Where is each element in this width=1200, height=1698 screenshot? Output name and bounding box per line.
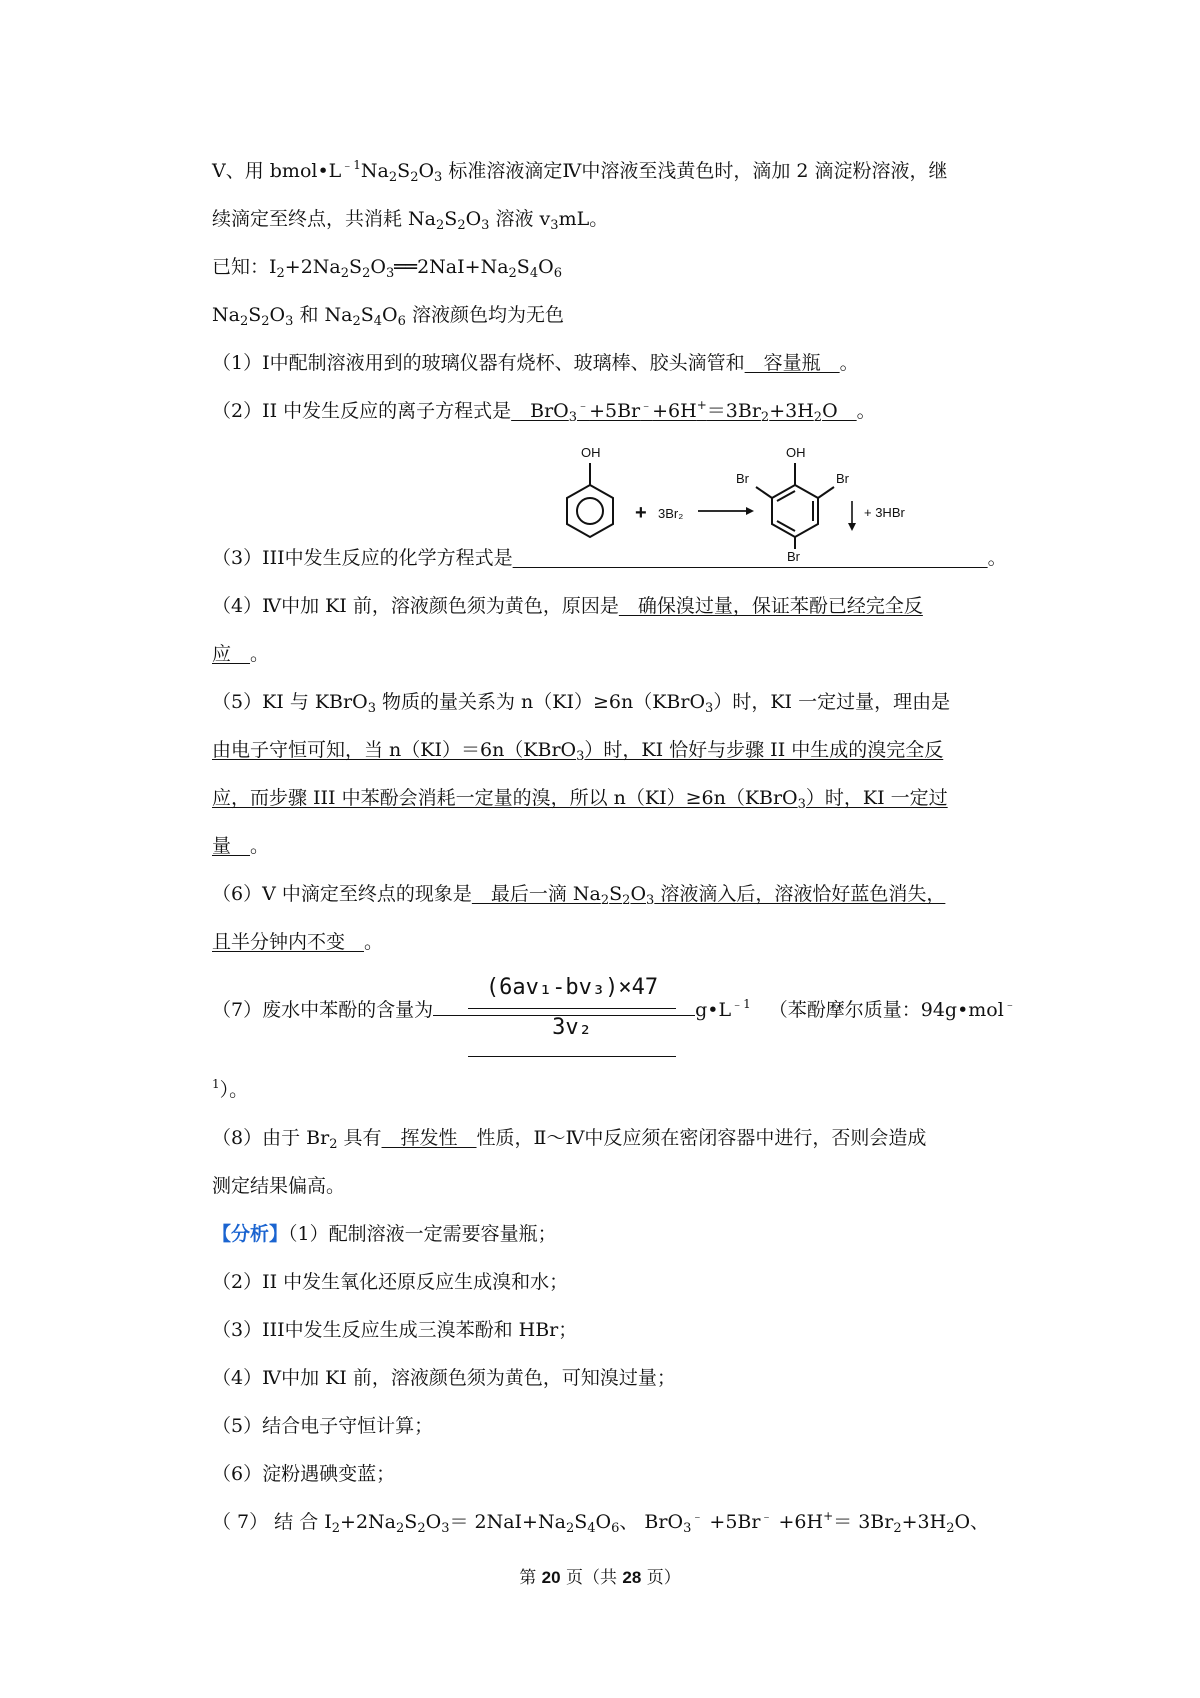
answer-5-line-2: 应，而步骤 III 中苯酚会消耗一定量的溴，所以 n（KI）≥6n（KBrO$_3$）时，KI 一定过 xyxy=(212,787,948,812)
br-bottom-label: Br xyxy=(787,549,800,564)
question-1: （1）Ⅰ中配制溶液用到的玻璃仪器有烧杯、玻璃棒、胶头滴管和 容量瓶 。 xyxy=(212,352,859,374)
question-2: （2）II 中发生反应的离子方程式是 $BrO_3^﹣+5Br^﹣+6H^+=3Br_2+3H_2O$ 。 xyxy=(212,398,876,425)
precipitate-arrow xyxy=(848,501,856,531)
analysis-tag: 【分析】 xyxy=(212,1223,289,1245)
tribromophenol-structure xyxy=(756,463,834,549)
question-8-line-1: （8）由于 $Br_2$ 具有 挥发性 性质，Ⅱ～Ⅳ中反应须在密闭容器中进行，否则会造成 xyxy=(212,1127,927,1152)
question-7: （7）废水中苯酚的含量为 $g•L^{﹣1}$ （苯酚摩尔质量：94g•mol﹣ xyxy=(212,997,1016,1021)
answer-6-part-1: 最后一滴 $Na_2S_2O_3$ 溶液滴入后，溶液恰好蓝色消失， xyxy=(471,883,946,908)
analysis-4: （4）Ⅳ中加 KI 前，溶液颜色须为黄色，可知溴过量； xyxy=(212,1367,676,1389)
total-pages: 28 xyxy=(622,1568,642,1587)
fraction-denominator: 3v₂ xyxy=(552,1015,592,1040)
br-right-label: Br xyxy=(836,471,849,486)
analysis-6: （6）淀粉遇碘变蓝； xyxy=(212,1463,396,1485)
question-6-line-2: 且半分钟内不变 。 xyxy=(212,931,384,953)
question-4-line-2: 应 。 xyxy=(212,643,270,665)
answer-8: 挥发性 xyxy=(381,1127,477,1149)
hbr-label: + 3HBr xyxy=(864,505,905,520)
answer-3-blank xyxy=(513,547,988,569)
answer-5-line-3: 量 。 xyxy=(212,835,270,857)
page-number: 20 xyxy=(541,1568,561,1587)
plus-sign: + xyxy=(635,502,647,524)
reagent-label: 3Br₂ xyxy=(658,506,684,521)
question-7-tail: $^1$）。 xyxy=(212,1077,249,1101)
question-6-line-1: （6）V 中滴定至终点的现象是 最后一滴 $Na_2S_2O_3$ 溶液滴入后，溶液恰好蓝色消失， xyxy=(212,883,946,908)
answer-4-part-1: 确保溴过量，保证苯酚已经完全反 xyxy=(618,595,923,617)
answer-6-part-2: 且半分钟内不变 xyxy=(212,931,365,953)
question-4-line-1: （4）Ⅳ中加 KI 前，溶液颜色须为黄色，原因是 确保溴过量，保证苯酚已经完全反 xyxy=(212,595,923,617)
analysis-3: （3）III中发生反应生成三溴苯酚和 HBr； xyxy=(212,1319,578,1341)
answer-4-part-2: 应 xyxy=(212,643,251,665)
phenol-structure xyxy=(567,463,613,537)
colorless-note: $Na_2S_2O_3$ 和 $Na_2S_4O_6$ 溶液颜色均为无色 xyxy=(212,304,564,329)
para-line-titration-1: Ⅴ、用 $bmol•L^{﹣1}Na_2S_2O_3$ 标准溶液滴定Ⅳ中溶液至浅黄色时，滴加 2 滴淀粉溶液，继 xyxy=(212,158,948,185)
arrow xyxy=(698,507,754,515)
analysis-5: （5）结合电子守恒计算； xyxy=(212,1415,434,1437)
answer-7-fraction xyxy=(468,975,676,1057)
analysis-7: （ 7） 结 合 $I_2+2Na_2S_2O_3= 2NaI+Na_2S_4O_6$、 $BrO_3^﹣ +5Br^﹣ +6H^+= 3Br_2+3H_2O$、 xyxy=(212,1509,990,1536)
known-equation: 已知：$I_2+2Na_2S_2O_3══2NaI+Na_2S_4O_6$ xyxy=(212,256,562,281)
question-8-line-2: 测定结果偏高。 xyxy=(212,1175,346,1197)
oh-label-reactant: OH xyxy=(581,445,601,460)
page-footer: 第 20 页（共 28 页） xyxy=(519,1568,681,1588)
answer-5-line-1: 由电子守恒可知，当 n（KI）＝6n（KBrO$_3$）时，KI 恰好与步骤 II 中生成的溴完全反 xyxy=(212,739,944,764)
question-3: （3）III中发生反应的化学方程式是 。 xyxy=(212,547,1007,569)
br-left-label: Br xyxy=(736,471,749,486)
para-line-titration-2: 续滴定至终点，共消耗 $Na_2S_2O_3$ 溶液 $v_3mL$。 xyxy=(212,208,609,233)
answer-1: 容量瓶 xyxy=(744,352,840,374)
question-5-line-1: （5）KI 与 KBrO$_3$ 物质的量关系为 n（KI）≥6n（KBrO$_3$）时，KI 一定过量，理由是 xyxy=(212,691,951,716)
analysis-2: （2）II 中发生氧化还原反应生成溴和水； xyxy=(212,1271,569,1293)
answer-2: $BrO_3^﹣+5Br^﹣+6H^+=3Br_2+3H_2O$ xyxy=(511,398,857,425)
analysis-1: 【分析】（1）配制溶液一定需要容量瓶； xyxy=(212,1223,557,1245)
fraction-numerator: (6av₁-bv₃)×47 xyxy=(485,975,659,1000)
oh-label-product: OH xyxy=(786,445,806,460)
